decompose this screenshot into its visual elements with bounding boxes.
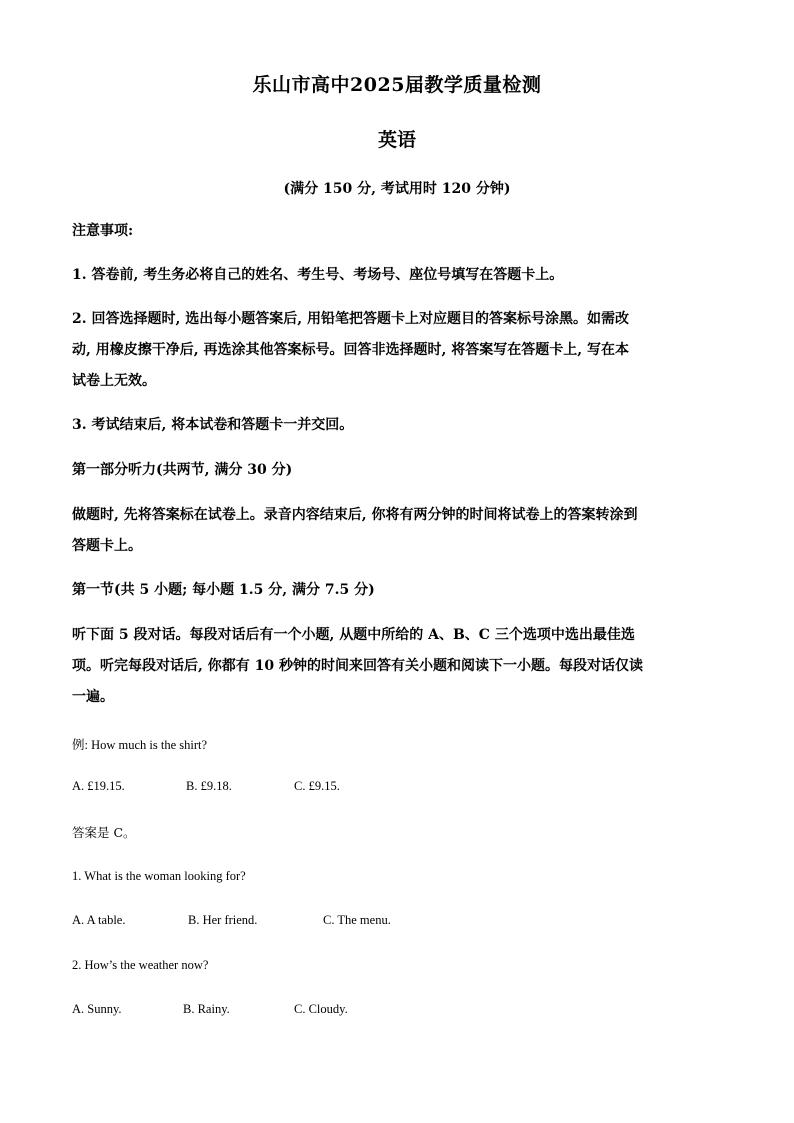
question-1-option-c: C. The menu.	[323, 913, 391, 927]
part1-heading: 第一部分听力(共两节, 满分 30 分)	[72, 462, 293, 478]
note-2-line-2: 动, 用橡皮擦干净后, 再选涂其他答案标号。回答非选择题时, 将答案写在答题卡上, 写在本	[72, 342, 629, 358]
question-1-option-b: B. Her friend.	[188, 913, 258, 927]
section1-instructions-line-2: 项。听完每段对话后, 你都有 10 秒钟的时间来回答有关小题和阅读下一小题。每段对话仅读	[72, 658, 643, 674]
part1-intro-line-2: 答题卡上。	[72, 538, 142, 554]
exam-info: (满分 150 分, 考试用时 120 分钟)	[283, 181, 511, 197]
question-1: 1. What is the woman looking for?	[72, 869, 246, 883]
example-option-c: C. £9.15.	[294, 779, 340, 793]
example-option-b: B. £9.18.	[186, 779, 232, 793]
notes-heading: 注意事项:	[72, 223, 134, 239]
example-option-a: A. £19.15.	[72, 779, 125, 793]
question-2-option-c: C. Cloudy.	[294, 1002, 348, 1016]
question-2: 2. How’s the weather now?	[72, 958, 209, 972]
exam-title: 乐山市高中2025届教学质量检测	[252, 74, 542, 96]
question-2-option-a: A. Sunny.	[72, 1002, 122, 1016]
section1-heading: 第一节(共 5 小题; 每小题 1.5 分, 满分 7.5 分)	[72, 582, 375, 598]
subject-title: 英语	[377, 129, 416, 151]
part1-intro-line-1: 做题时, 先将答案标在试卷上。录音内容结束后, 你将有两分钟的时间将试卷上的答案转涂到	[72, 507, 638, 523]
section1-instructions-line-1: 听下面 5 段对话。每段对话后有一个小题, 从题中所给的 A、B、C 三个选项中选出最佳选	[72, 627, 635, 643]
note-3: 3. 考试结束后, 将本试卷和答题卡一并交回。	[72, 417, 354, 433]
note-2-line-3: 试卷上无效。	[72, 373, 156, 389]
note-1: 1. 答卷前, 考生务必将自己的姓名、考生号、考场号、座位号填写在答题卡上。	[72, 267, 564, 283]
question-2-option-b: B. Rainy.	[183, 1002, 230, 1016]
example-answer: 答案是 C。	[72, 825, 136, 840]
note-2-line-1: 2. 回答选择题时, 选出每小题答案后, 用铅笔把答题卡上对应题目的答案标号涂黑。如需改	[72, 311, 629, 327]
example-question: 例: How much is the shirt?	[72, 738, 208, 752]
section1-instructions-line-3: 一遍。	[72, 689, 114, 705]
question-1-option-a: A. A table.	[72, 913, 126, 927]
